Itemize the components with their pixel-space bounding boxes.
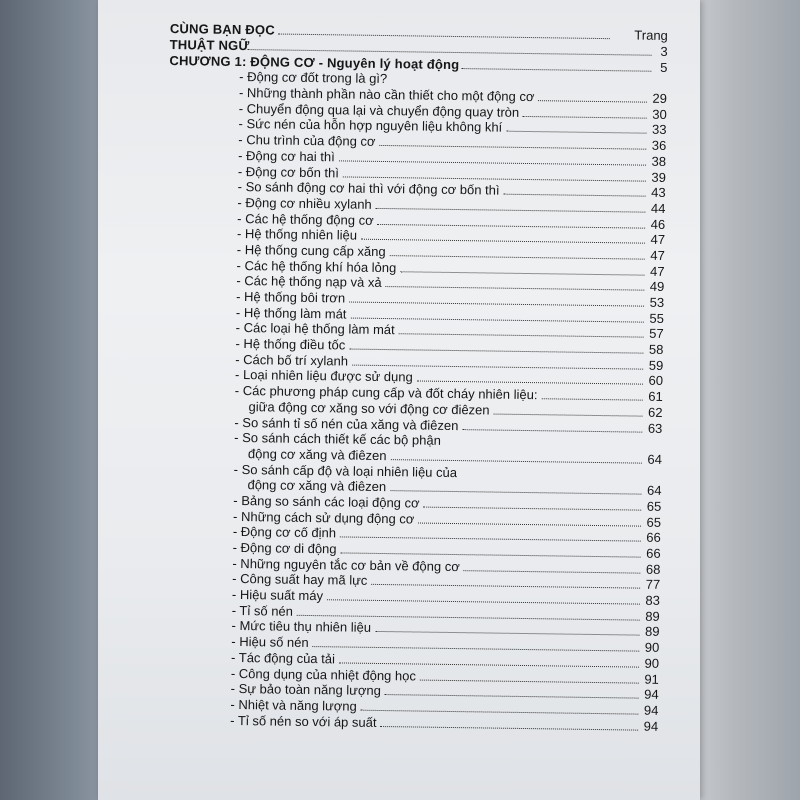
toc-entry-title: - Các hệ thống khí hóa lỏng — [236, 257, 397, 275]
dot-leader — [360, 710, 638, 715]
dot-leader — [494, 413, 643, 416]
toc-entry-page: 62 — [648, 404, 663, 420]
toc-entry-title: - Mức tiêu thụ nhiên liệu — [231, 618, 372, 636]
toc-entry-title: giữa động cơ xăng so với động cơ điêzen — [248, 398, 490, 418]
dot-leader — [418, 522, 641, 526]
dot-leader — [375, 208, 645, 213]
dot-leader — [523, 116, 647, 119]
toc-entry-title: - Hiệu suất máy — [231, 586, 324, 604]
toc-entry-page: 68 — [645, 561, 661, 577]
toc-entry-page: 47 — [649, 263, 665, 279]
toc-entry-page: 59 — [648, 357, 664, 373]
toc-entry-title: - Động cơ hai thì — [238, 147, 335, 165]
dot-leader — [385, 286, 644, 291]
toc-entry-page: 65 — [646, 514, 662, 530]
toc-entries — [160, 68, 700, 735]
dot-leader — [391, 459, 642, 464]
toc-entry-page: 89 — [645, 608, 660, 624]
toc-entry-page: 36 — [651, 137, 667, 154]
dot-leader — [361, 239, 645, 244]
toc-entry-page: 49 — [649, 279, 665, 295]
toc-entry-page: 39 — [651, 169, 666, 185]
toc-entry-page: 89 — [644, 624, 660, 640]
toc-entry-page: 57 — [649, 326, 664, 342]
toc-entry-page: 55 — [649, 310, 665, 326]
toc-entry-title: - Tỉ số nén — [231, 602, 294, 619]
toc-entry-title: - Nhiệt và năng lượng — [230, 696, 357, 714]
dot-leader — [461, 68, 651, 72]
toc-entry-title: - Bảng so sánh các loại động cơ — [233, 492, 420, 511]
toc-entry-title: - Chuyển động qua lại và chuyển động quay tròn — [238, 100, 520, 120]
background-left — [0, 0, 100, 800]
toc-entry-page: 91 — [644, 671, 659, 687]
dot-leader — [390, 490, 641, 495]
toc-entry-title: - Động cơ di động — [232, 539, 337, 557]
toc-entry-title: động cơ xăng và điêzen — [247, 477, 387, 495]
toc-entry-page: 77 — [645, 577, 661, 593]
toc-entry-title: - Các hệ thống nạp và xả — [236, 273, 382, 291]
toc-entry-title: - Động cơ nhiều xylanh — [237, 194, 372, 212]
toc-entry-page: 94 — [643, 718, 659, 734]
dot-leader — [385, 694, 639, 699]
dot-leader — [506, 131, 646, 134]
dot-leader — [420, 679, 639, 683]
toc-entry-title: - Sự bảo toàn năng lượng — [230, 681, 382, 699]
dot-leader — [504, 194, 646, 197]
toc-entry-title: - Động cơ cố định — [232, 524, 337, 541]
toc-entry-page: 90 — [644, 655, 660, 671]
toc-entry-title: - Hệ thống điều tốc — [235, 336, 346, 353]
toc-entry-title: - Loại nhiên liệu được sử dụng — [234, 367, 413, 385]
glossary-title: THUẬT NGỮ — [169, 36, 250, 54]
toc-entry-title: - Tác động của tải — [231, 649, 336, 667]
dot-leader — [423, 507, 641, 511]
dot-leader — [390, 255, 645, 260]
toc-entry-title: - Cách bố trí xylanh — [235, 351, 349, 369]
toc-entry-title: - Động cơ đốt trong là gì? — [239, 69, 388, 87]
toc-entry-title: - Chu trình của động cơ — [238, 132, 376, 150]
toc-entry-title: - Những thành phần nào cần thiết cho một động cơ — [238, 85, 535, 105]
toc-entry-title: - Hệ thống nhiên liệu — [236, 226, 358, 243]
background-right — [688, 0, 800, 800]
dot-leader — [463, 570, 640, 573]
toc-entry-page: 94 — [644, 686, 659, 703]
toc-entry-title: - So sánh tỉ số nén của xăng và điêzen — [234, 414, 459, 433]
toc-entry-title: - So sánh cách thiết kế các bộ phận — [234, 430, 441, 449]
toc-entry-title: - Các loại hệ thống làm mát — [235, 320, 395, 338]
toc-entry-title: - Hệ thống bôi trơn — [236, 288, 346, 306]
toc-entry-title: - Hệ thống làm mát — [235, 304, 347, 322]
page-column-label: Trang — [634, 27, 668, 43]
toc-entry-title: - So sánh cấp độ và loại nhiên liệu của — [233, 461, 458, 480]
toc-entry-title: - Công suất hay mã lực — [232, 571, 368, 589]
dot-leader — [538, 100, 647, 103]
toc-entry-page: 43 — [651, 184, 666, 201]
book-page — [98, 0, 700, 800]
toc-entry-page: 94 — [643, 702, 659, 718]
toc-entry-page: 29 — [652, 90, 668, 107]
toc-entry-title: - So sánh động cơ hai thì với động cơ bốn thì — [237, 179, 500, 198]
toc-entry-page: 65 — [646, 498, 662, 514]
dot-leader — [371, 584, 640, 589]
toc-entry-title: - Tỉ số nén so với áp suất — [230, 712, 377, 730]
toc-entry-page: 90 — [644, 639, 660, 656]
dot-leader — [377, 223, 645, 228]
dot-leader — [542, 398, 643, 400]
toc-entry-page: 44 — [650, 200, 666, 216]
glossary-page: 3 — [660, 43, 668, 59]
toc-entry-title: - Những nguyên tắc cơ bản về động cơ — [232, 555, 460, 574]
toc-entry-title: - Hệ thống cung cấp xăng — [236, 241, 386, 259]
chapter-title: CHƯƠNG 1: ĐỘNG CƠ - Nguyên lý hoạt động — [169, 52, 460, 72]
toc-entry-title: - Động cơ bốn thì — [237, 163, 340, 180]
toc-entry-title: - Sức nén của hỗn hợp nguyên liệu không khí — [238, 116, 503, 136]
toc-entry-title: - Hiệu số nén — [231, 634, 309, 651]
toc-entry-page: 33 — [651, 122, 667, 138]
dot-leader — [380, 726, 638, 731]
toc-entry-page: 66 — [646, 530, 661, 546]
toc-entry-page: 53 — [649, 294, 665, 310]
dot-leader — [375, 631, 639, 636]
dot-leader — [401, 271, 645, 275]
toc-entry-page: 46 — [650, 216, 666, 232]
dot-leader — [417, 381, 643, 385]
toc-entry-title: - Công dụng của nhiệt động học — [230, 665, 417, 683]
toc-entry-page: 64 — [647, 451, 663, 467]
toc-entry-title: động cơ xăng và điêzen — [247, 446, 387, 463]
table-of-contents — [160, 21, 700, 735]
toc-entry-page: 63 — [647, 420, 663, 436]
toc-entry-page: 47 — [650, 231, 666, 248]
toc-entry-page: 30 — [652, 106, 667, 122]
dot-leader — [399, 334, 644, 338]
toc-entry-page: 38 — [651, 153, 667, 169]
toc-entry-page: 47 — [650, 247, 665, 263]
toc-entry-page: 60 — [648, 373, 664, 389]
toc-entry-title: - Các hệ thống động cơ — [237, 210, 374, 228]
dot-leader — [462, 429, 642, 433]
toc-entry-page: 61 — [648, 388, 663, 405]
toc-entry-page: 64 — [646, 482, 662, 499]
chapter-page: 5 — [660, 59, 668, 75]
toc-entry-title: - Những cách sử dụng động cơ — [232, 508, 415, 527]
dot-leader — [379, 145, 646, 150]
toc-entry-page: 83 — [645, 592, 661, 608]
reader-section-title: CÙNG BẠN ĐỌC — [169, 21, 275, 38]
toc-entry-page: 66 — [646, 545, 661, 561]
toc-entry-page: 58 — [648, 341, 664, 357]
toc-entry-title: - Các phương pháp cung cấp và đốt cháy nhiên liệu: — [234, 383, 538, 403]
